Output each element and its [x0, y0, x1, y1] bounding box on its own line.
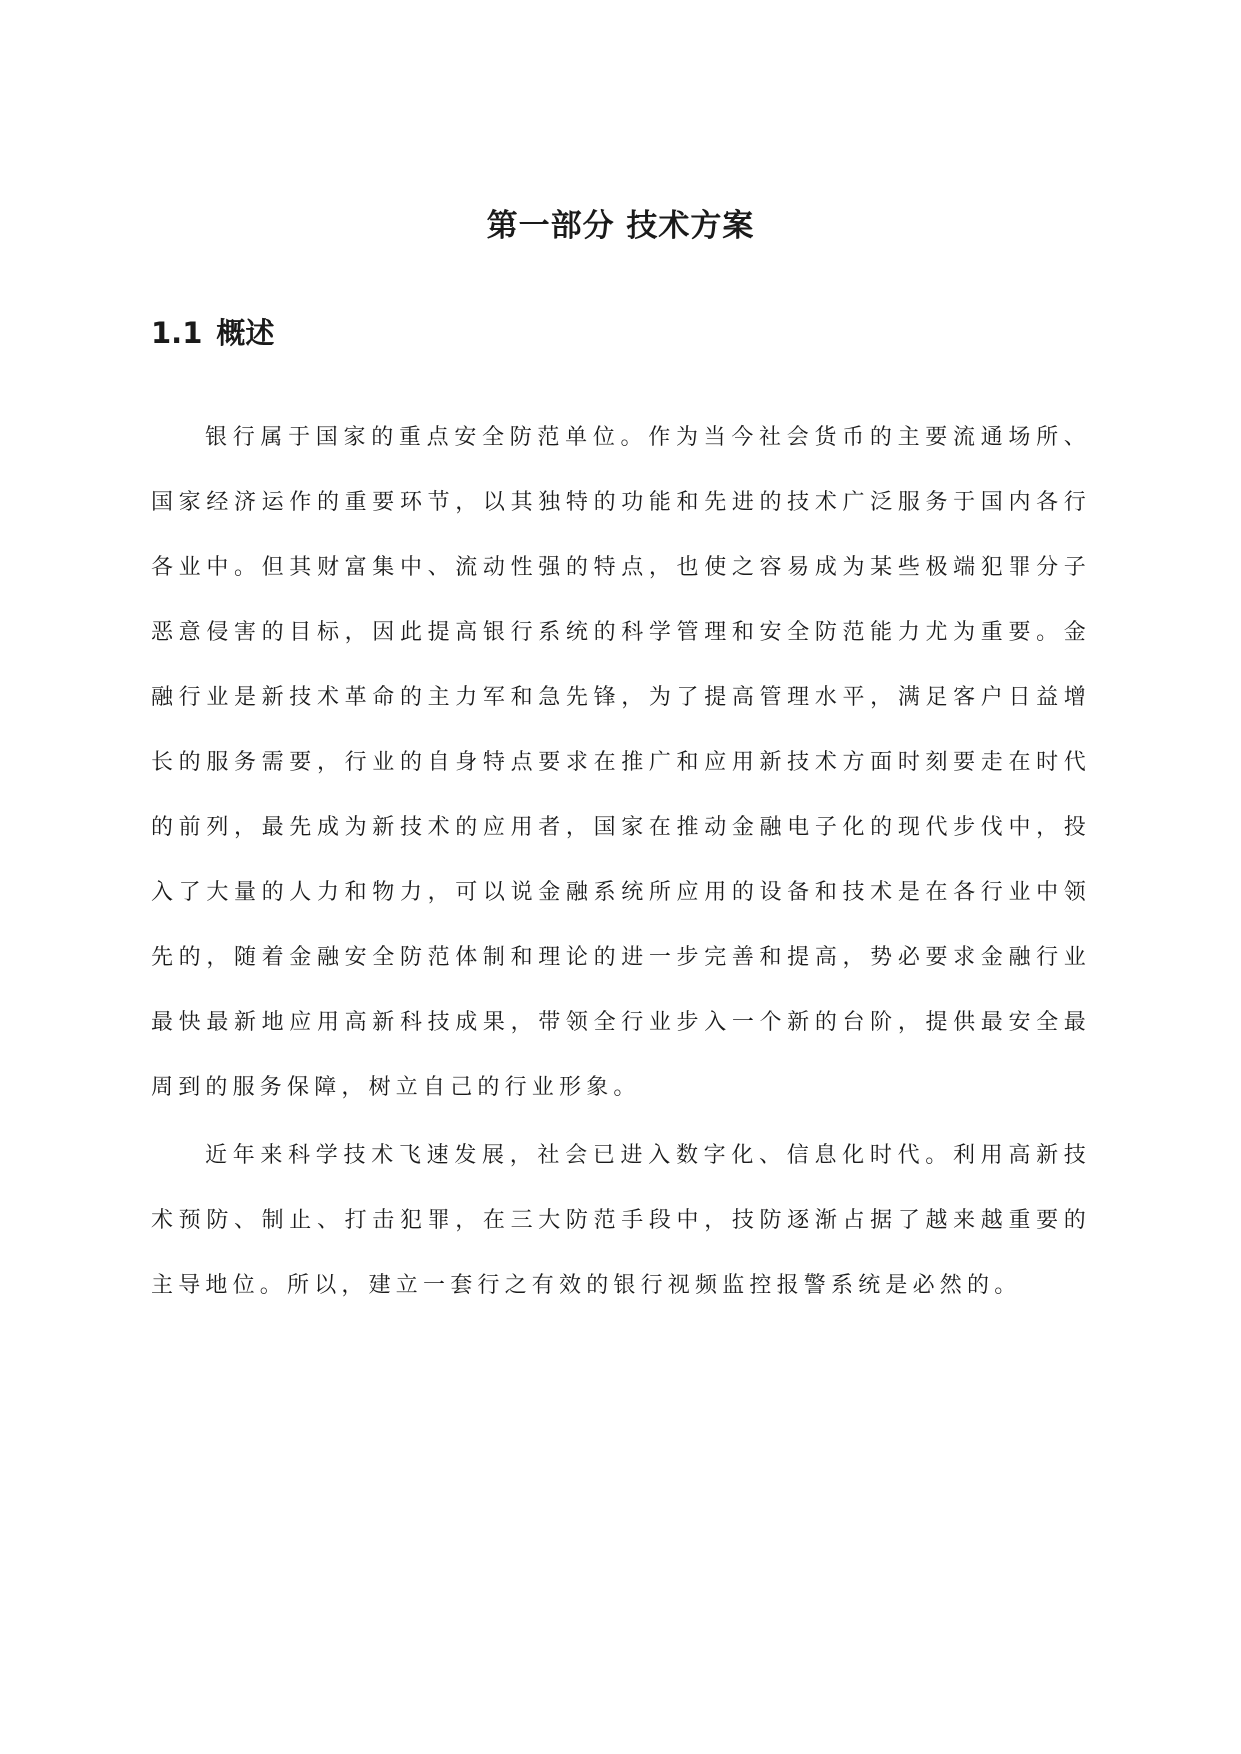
section-number: 1.1 — [151, 316, 203, 350]
section-heading — [151, 311, 274, 352]
section-title: 概述 — [216, 316, 275, 350]
body-text — [151, 405, 1091, 1321]
paragraph: 近年来科学技术飞速发展，社会已进入数字化、信息化时代。利用高新技术预防、制止、打击犯罪，在三大防范手段中，技防逐渐占据了越来越重要的主导地位。所以，建立一套行之有效的银行视频监控报警系统是必然的。 — [151, 1143, 1091, 1298]
part-title: 第一部分 技术方案 — [486, 208, 755, 244]
paragraph: 银行属于国家的重点安全防范单位。作为当今社会货币的主要流通场所、国家经济运作的重要环节，以其独特的功能和先进的技术广泛服务于国内各行各业中。但其财富集中、流动性强的特点，也使之容易成为某些极端犯罪分子恶意侵害的目标，因此提高银行系统的科学管理和安全防范能力尤为重要。金融行业是新技术革命的主力军和急先锋，为了提高管理水平，满足客户日益增长的服务需要，行业的自身特点要求在推广和应用新技术方面时刻要走在时代的前列，最先成为新技术的应用者，国家在推动金融电子化的现代步伐中，投入了大量的人力和物力，可以说金融系统所应用的设备和技术是在各行业中领先的，随着金融安全防范体制和理论的进一步完善和提高，势必要求金融行业最快最新地应用高新科技成果，带领全行业步入一个新的台阶，提供最安全最周到的服务保障，树立自己的行业形象。 — [151, 425, 1091, 1100]
